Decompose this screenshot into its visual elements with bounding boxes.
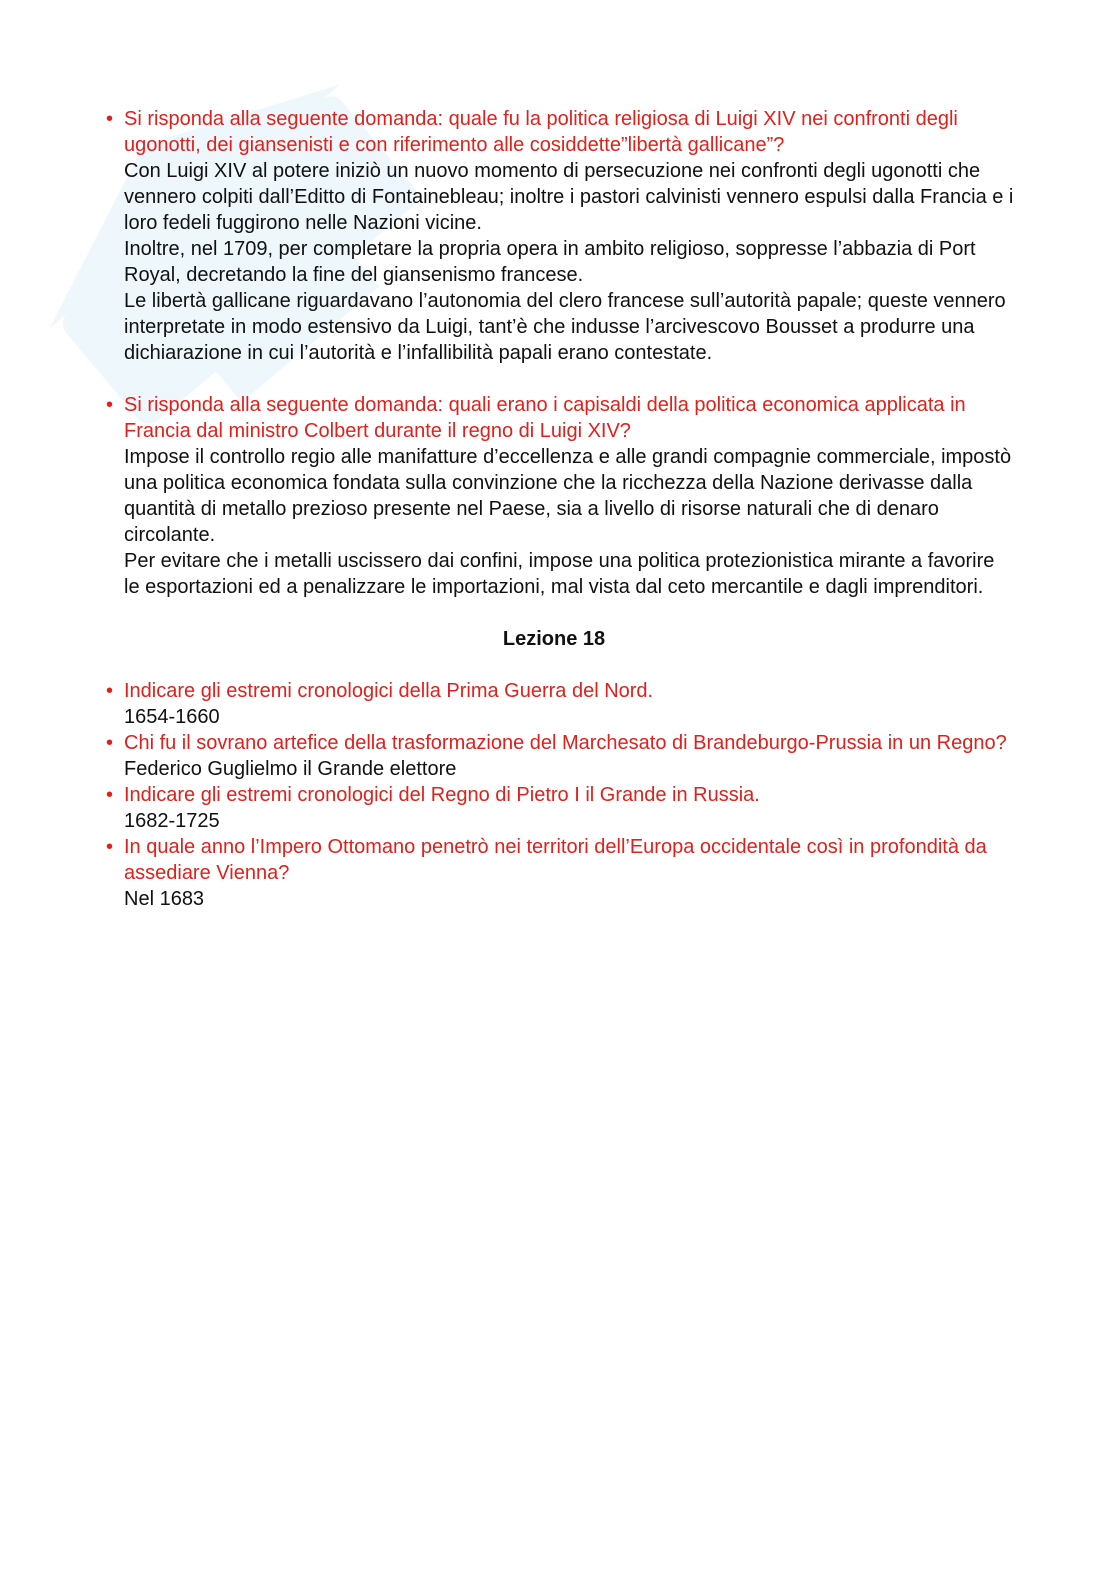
bullet-icon: • [106, 680, 114, 702]
question-text: Indicare gli estremi cronologici del Regno di Pietro I il Grande in Russia. [124, 784, 760, 806]
question-text: In quale anno l’Impero Ottomano penetrò nei territori dell’Europa occidentale così in profondità da assediare Vienna? [124, 836, 987, 884]
answer-text: Con Luigi XIV al potere iniziò un nuovo momento di persecuzione nei confronti degli ugonotti che vennero colpiti dall’Editto di Fontainebleau; inoltre i pastori calvinisti vennero espulsi dalla Francia e i loro fedeli fuggirono nelle Nazioni vicine. [124, 160, 1014, 234]
answer-text: Le libertà gallicane riguardavano l’autonomia del clero francese sull’autorità papale; queste vennero interpretate in modo estensivo da Luigi, tant’è che indusse l’arcivescovo Bousset a produrre una dichiarazione in cui l’autorità e l’infallibilità papali erano contestate. [124, 290, 1006, 364]
bullet-icon: • [106, 836, 114, 858]
section-2-list [104, 678, 1014, 912]
list-item [104, 834, 1014, 912]
question-text: Chi fu il sovrano artefice della trasformazione del Marchesato di Brandeburgo-Prussia in un Regno? [124, 732, 1007, 754]
bullet-icon: • [106, 784, 114, 806]
list-item [104, 782, 1014, 834]
list-item [104, 678, 1014, 730]
bullet-icon: • [106, 394, 114, 416]
answer-text: Impose il controllo regio alle manifatture d’eccellenza e alle grandi compagnie commerciale, impostò una politica economica fondata sulla convinzione che la ricchezza della Nazione derivasse dalla quantità di metallo prezioso presente nel Paese, sia a livello di risorse naturali che di denaro circolante. [124, 446, 1012, 546]
document-page [104, 106, 1014, 912]
list-item [104, 730, 1014, 782]
answer-text: 1654-1660 [124, 706, 220, 728]
answer-text: Federico Guglielmo il Grande elettore [124, 758, 457, 780]
section-heading: Lezione 18 [502, 628, 606, 650]
question-text: Si risponda alla seguente domanda: quali erano i capisaldi della politica economica applicata in Francia dal ministro Colbert durante il regno di Luigi XIV? [124, 394, 966, 442]
bullet-icon: • [106, 108, 114, 130]
question-text: Si risponda alla seguente domanda: quale fu la politica religiosa di Luigi XIV nei confronti degli ugonotti, dei giansenisti e con riferimento alle cosiddette”libertà gallicane”? [124, 108, 958, 156]
answer-text: Inoltre, nel 1709, per completare la propria opera in ambito religioso, soppresse l’abbazia di Port Royal, decretando la fine del giansenismo francese. [124, 238, 976, 286]
list-item [104, 392, 1014, 600]
answer-text: 1682-1725 [124, 810, 220, 832]
section-1-list [104, 106, 1014, 600]
question-text: Indicare gli estremi cronologici della Prima Guerra del Nord. [124, 680, 654, 702]
bullet-icon: • [106, 732, 114, 754]
answer-text: Per evitare che i metalli uscissero dai confini, impose una politica protezionistica mirante a favorire le esportazioni ed a penalizzare le importazioni, mal vista dal ceto mercantile e dagli imprenditori. [124, 550, 995, 598]
list-item [104, 106, 1014, 366]
answer-text: Nel 1683 [124, 888, 205, 910]
